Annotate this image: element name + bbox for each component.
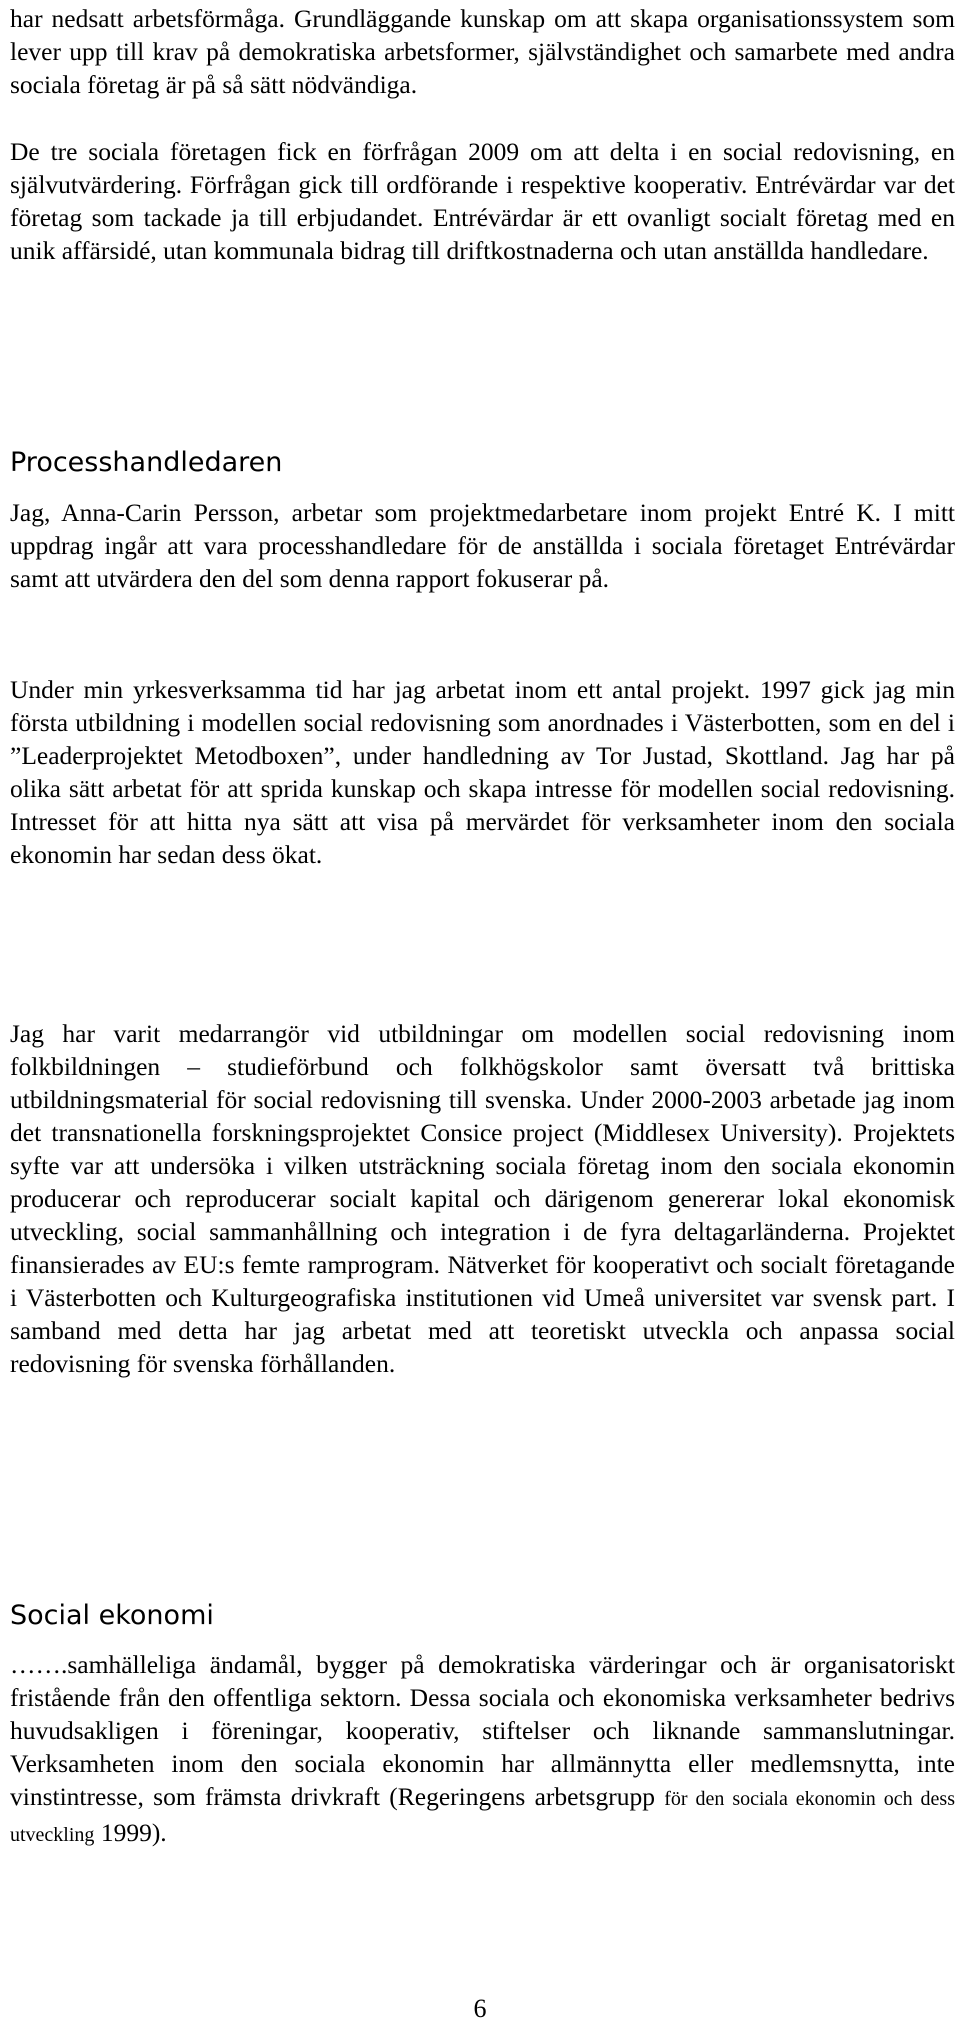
definition-year: 1999). [94,1818,167,1847]
paragraph-role: Jag, Anna-Carin Persson, arbetar som projektmedarbetare inom projekt Entré K. I mitt uppdrag ingår att vara processhandledare för de anställda i sociala företaget Entrévärdar samt att utvärdera den del som denna rapport fokuserar på. [10,498,955,593]
paragraph-experience: Under min yrkesverksamma tid har jag arbetat inom ett antal projekt. 1997 gick jag min första utbildning i modellen social redovisning som anordnades i Västerbotten, som en del i ”Leaderprojektet Metodboxen”, under handledning av Tor Justad, Skottland. Jag har på olika sätt arbetat för att sprida kunskap och skapa intresse för modellen social redovisning. Intresset för att hitta nya sätt att visa på mervärdet för verksamheter inom den sociala ekonomin har sedan dess ökat. [10,675,955,869]
heading-social-ekonomi: Social ekonomi [10,1600,214,1631]
paragraph-social-economy-definition [10,1648,955,1852]
definition-text: …….samhälleliga ändamål, bygger på demokratiska värderingar och är organisatoriskt fristående från den offentliga sektorn. Dessa sociala och ekonomiska verksamheter bedrivs huvudsakligen i föreningar, kooperativ, stiftelser och liknande sammanslutningar. Verksamheten inom den sociala ekonomin har allmännytta eller medlemsnytta, inte vinstintresse, som främsta drivkraft (Regeringens arbetsgrupp [10,1650,955,1811]
heading-processhandledaren: Processhandledaren [10,447,283,478]
paragraph-social-companies: De tre sociala företagen fick en förfrågan 2009 om att delta i en social redovisning, en självutvärdering. Förfrågan gick till ordförande i respektive kooperativ. Entrévärdar var det företag som tackade ja till erbjudandet. Entrévärdar är ett ovanligt socialt företag med en unik affärsidé, utan kommunala bidrag till driftkostnaderna och utan anställda handledare. [10,137,955,265]
page-number: 6 [473,1994,487,2023]
definition-source: för den sociala ekonomin och dess utveckling [10,1788,955,1846]
paragraph-consice-project: Jag har varit medarrangör vid utbildningar om modellen social redovisning inom folkbildningen – studieförbund och folkhögskolor samt översatt två brittiska utbildningsmaterial för social redovisning till svenska. Under 2000-2003 arbetade jag inom det transnationella forskningsprojektet Consice project (Middlesex University). Projektets syfte var att undersöka i vilken utsträckning sociala företag inom den sociala ekonomin producerar och reproducerar socialt kapital och därigenom genererar lokal ekonomisk utveckling, social sammanhållning och integration i de fyra deltagarländerna. Projektet finansierades av EU:s femte ramprogram. Nätverket för kooperativt och socialt företagande i Västerbotten och Kulturgeografiska institutionen vid Umeå universitet var svensk part. I samband med detta har jag arbetat med att teoretiskt utveckla och anpassa social redovisning för svenska förhållanden. [10,1019,955,1378]
paragraph-intro: har nedsatt arbetsförmåga. Grundläggande kunskap om att skapa organisationssystem som lever upp till krav på demokratiska arbetsformer, självständighet och samarbete med andra sociala företag är på så sätt nödvändiga. [10,4,955,99]
